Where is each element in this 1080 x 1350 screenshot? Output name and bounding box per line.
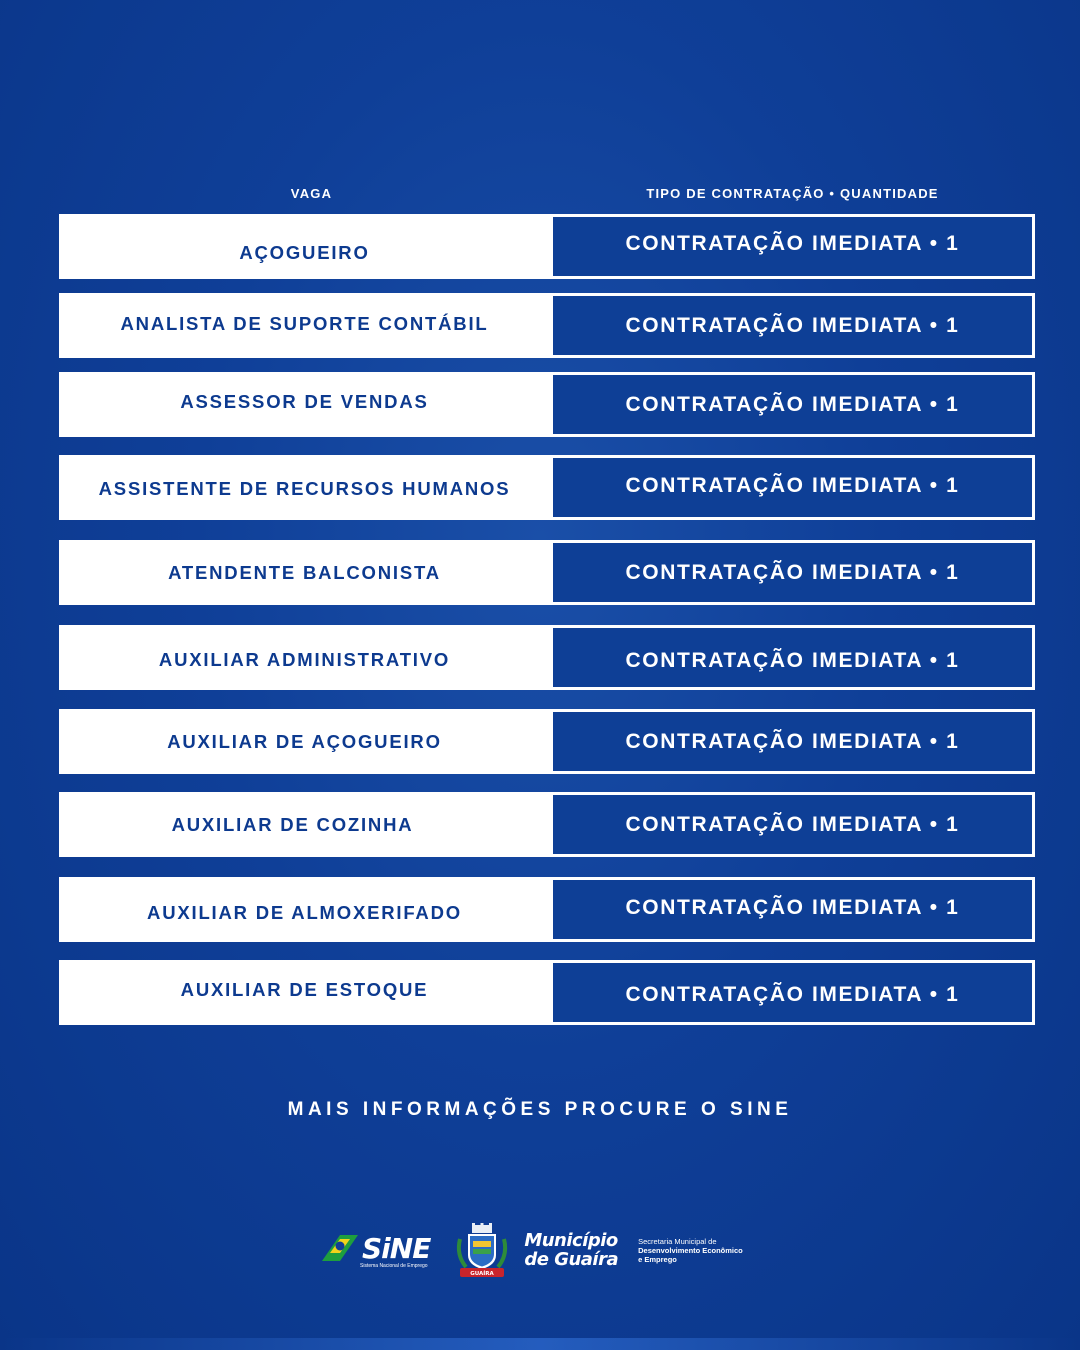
hiring-type: CONTRATAÇÃO IMEDIATA • 1 [553,880,1032,939]
job-title: AUXILIAR DE ALMOXERIFADO [59,877,550,942]
table-row [59,293,1035,358]
job-title: AUXILIAR DE AÇOGUEIRO [59,709,550,774]
hiring-type-cell [550,625,1035,690]
hiring-type: CONTRATAÇÃO IMEDIATA • 1 [553,217,1032,276]
hiring-type: CONTRATAÇÃO IMEDIATA • 1 [553,296,1032,355]
hiring-type: CONTRATAÇÃO IMEDIATA • 1 [553,628,1032,687]
job-title: AUXILIAR DE COZINHA [59,792,550,857]
table-row [59,709,1035,774]
table-row [59,625,1035,690]
table-row [59,214,1035,279]
sine-wordmark: SiNE [362,1231,431,1265]
job-title: AUXILIAR ADMINISTRATIVO [59,625,550,690]
table-row [59,877,1035,942]
hiring-type-cell [550,214,1035,279]
table-row [59,960,1035,1025]
municipio-logo [524,1231,618,1269]
secretaria-line3: e Emprego [638,1254,677,1264]
column-header-vaga: VAGA [290,186,333,201]
job-title: ATENDENTE BALCONISTA [59,540,550,605]
job-title: AUXILIAR DE ESTOQUE [59,960,550,1025]
hiring-type: CONTRATAÇÃO IMEDIATA • 1 [553,458,1032,517]
hiring-type-cell [550,293,1035,358]
crest-banner-text: GUAÍRA [470,1271,495,1277]
hiring-type: CONTRATAÇÃO IMEDIATA • 1 [553,963,1032,1022]
hiring-type-cell [550,455,1035,520]
guaira-crest-icon [452,1221,512,1279]
hiring-type-cell [550,877,1035,942]
table-row [59,455,1035,520]
hiring-type-cell [550,960,1035,1025]
municipio-line2: de Guaíra [524,1249,619,1270]
hiring-type: CONTRATAÇÃO IMEDIATA • 1 [553,712,1032,771]
job-title: ASSESSOR DE VENDAS [59,372,550,437]
secretaria-line1: Secretaria Municipal de [638,1236,717,1246]
brazil-flag-icon [320,1231,360,1265]
sine-logo [320,1231,430,1269]
hiring-type-cell [550,709,1035,774]
municipio-line1: Município [524,1230,618,1251]
sine-subtitle: Sistema Nacional de Emprego [360,1263,428,1269]
more-info-text: MAIS INFORMAÇÕES PROCURE O SINE [287,1099,793,1120]
table-row [59,372,1035,437]
hiring-type: CONTRATAÇÃO IMEDIATA • 1 [553,543,1032,602]
secretaria-label [638,1237,743,1264]
column-header-tipo: TIPO DE CONTRATAÇÃO • QUANTIDADE [646,186,939,201]
table-row [59,792,1035,857]
hiring-type-cell [550,372,1035,437]
job-title: ASSISTENTE DE RECURSOS HUMANOS [59,455,550,520]
hiring-type: CONTRATAÇÃO IMEDIATA • 1 [553,795,1032,854]
job-title: AÇOGUEIRO [59,214,550,279]
hiring-type-cell [550,540,1035,605]
table-row [59,540,1035,605]
hiring-type: CONTRATAÇÃO IMEDIATA • 1 [553,375,1032,434]
job-title: ANALISTA DE SUPORTE CONTÁBIL [59,293,550,358]
secretaria-line2: Desenvolvimento Econômico [638,1245,743,1255]
logo-bar [320,1218,780,1282]
hiring-type-cell [550,792,1035,857]
bottom-glow [0,1338,1080,1350]
